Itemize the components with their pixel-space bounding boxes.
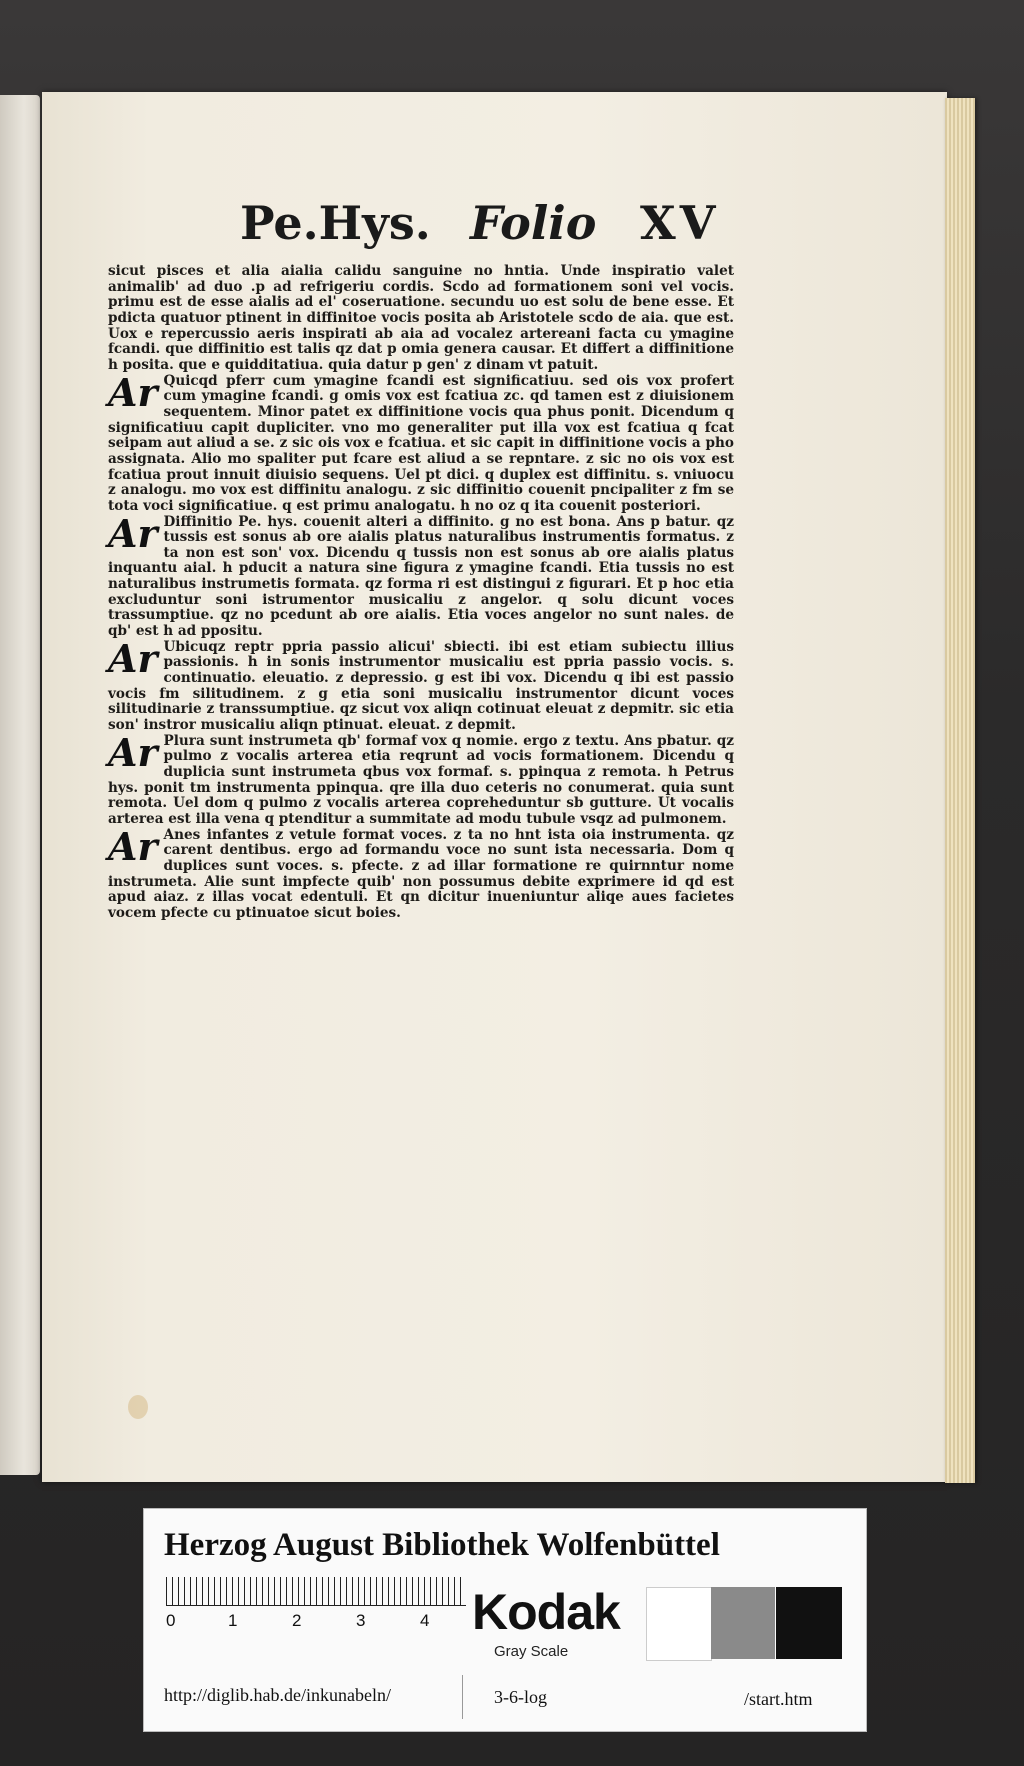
white-swatch	[646, 1587, 712, 1661]
page-stack-edge	[945, 98, 975, 1483]
paragraph	[108, 510, 734, 640]
folio-number: XV	[640, 196, 720, 250]
kodak-logo: Kodak	[472, 1584, 620, 1640]
ruler-number: 2	[292, 1611, 302, 1630]
item-code: 3-6-log	[494, 1687, 547, 1707]
ruler-number: 0	[166, 1611, 176, 1630]
gray-scale-label: Gray Scale	[494, 1643, 569, 1660]
paragraph-initial: Ar	[108, 510, 158, 556]
paragraph-text: Ubicuqz reptr ppria passio alicui' sbiecti. ibi est etiam subiectu illius passionis. h in sonis instrumentor musicaliu est ppria passio vocis. s. continuatio. eleuatio. z depressio. g est ibi vox. Dicendu q ibi est passio vocis fm silitudinem. z g etia soni musicaliu instrumentor dicunt voces silitudinarie z transsumptiue. qz sicut vox aliqn cotinuat eleuat z depmitr. sic etia son' instror musicaliu aliqn ptinuat. eleuat. z depmit.	[108, 638, 734, 734]
ruler-number: 3	[356, 1611, 366, 1630]
paragraph-initial: Ar	[108, 369, 158, 415]
scale-ruler	[166, 1577, 466, 1637]
paragraph-text: sicut pisces et alia aialia calidu sanguine no hntia. Unde inspiratio valet animalib' ad duo .p ad refrigeriu cordis. Scdo ad formationem soni vel vocis. primu est de esse aialis ad el' coseruatione. secundu uo est solu de bene esse. Et pdicta quatuor ptinent in diffinitoe vocis posita ab Aristotele scdo de aia. que est. Uox e repercussio aeris inspirati ab aia ad vocalez artereani facta cu ymagine fcandi. que diffinitio est talis qz dat p omia genera causar. Et differt a diffinitione h posita. que e quidditatiua. quia datur p gen' z dinam vt patuit.	[108, 263, 734, 373]
paragraph-text: Quicqd pferr cum ymagine fcandi est significatiuu. sed ois vox profert cum ymagine fcandi. g omis vox est fcatiua zc. qd tamen est z diuisionem sequentem. Minor patet ex diffinitione vocis qua phus ponit. Dicendum q significatiuu capit dupliciter. vno mo generaliter put illa vox est fcatiua q fcat seipam aut aliud a se. z sic ois vox e fcatiua. et sic capit in diffinitione vocis a pho assignata. Alio mo spaliter put fcare est aliud a se repntare. z sic no ois vox est fcatiua prout innuit diuisio sequens. Uel pt dici. q duplex est diffinitu. s. vniuocu z analogu. mo vox est diffinitu analogu. z sic diffinitio couenit pncipaliter z fm se tota voci significatiue. q est primu analogatu. h no oz q ita couenit posteriori.	[108, 372, 734, 514]
paragraph-text: Diffinitio Pe. hys. couenit alteri a diffinito. g no est bona. Ans p batur. qz tussis est sonus ab ore aialis platus naturalibus instrumentis formatus. z ta non est son' vox. Dicendu q tussis non est sonus ab ore aialis platus inquantu aial. h pducit a natura sine figura z ymagine fcandi. Etia tussis no est naturalibus instrumetis formata. qz forma ri est distingui z figurari. Et p hoc etia excluduntur soni istrumentor musicaliu z angelor. q solu dicunt voces trassumptiue. qz no pcedunt ab ore aialis. Etia voces angelor no sunt nales. de qb' est h ad ppositu.	[108, 513, 734, 640]
paper-stain	[128, 1395, 148, 1419]
paragraph-text: Plura sunt instrumeta qb' formaf vox q nomie. ergo z textu. Ans pbatur. qz pulmo z vocalis arterea etia reqrunt ad vocis formationem. Dicendu q duplicia sunt instrumeta qbus vox formaf. s. ppinqua z remota. h Petrus hys. ponit tm instrumenta ppinqua. qre illa duo ceteris no conumerat. quia sunt remota. Uel dom q pulmo z vocalis arterea copreheduntur sb gutture. Ut vocalis arterea est illa vena q ptenditur a summitate ad modu tubule vsqz ad pulmonem.	[108, 732, 734, 827]
paragraph	[108, 264, 734, 374]
running-title: Pe.Hys.	[240, 196, 431, 250]
paragraph-initial: Ar	[108, 635, 158, 681]
paragraph	[108, 823, 734, 922]
body-text	[108, 264, 734, 1184]
paragraph-initial: Ar	[108, 729, 158, 775]
paragraph-initial: Ar	[108, 823, 158, 869]
ruler-baseline	[166, 1605, 466, 1606]
paragraph	[108, 635, 734, 734]
gray-swatch	[711, 1587, 775, 1659]
source-url: http://diglib.hab.de/inkunabeln/	[164, 1685, 391, 1705]
ruler-number: 1	[228, 1611, 238, 1630]
paragraph	[108, 369, 734, 515]
ruler-number: 4	[420, 1611, 430, 1630]
paragraph-text: Anes infantes z vetule format voces. z ta no hnt ista oia instrumenta. qz carent dentibus. ergo ad formandu voce no sunt ista necessaria. Dom q duplices sunt voces. s. pfecte. z ad illar formatione re quirnntur nome instrumeta. Alie sunt impfecte quib' non possumus debite exprimere id qd est apud aiaz. z illas vocat edentuli. Et qn dicitur inueniuntur aliqe aues facietes vocem pfecte cu ptinuatoe sicut boies.	[108, 826, 734, 921]
paragraph	[108, 729, 734, 828]
color-target-card	[143, 1508, 867, 1732]
black-swatch	[776, 1587, 842, 1659]
folio-label: Folio	[470, 196, 597, 250]
ruler-ticks	[166, 1577, 466, 1605]
divider	[462, 1675, 463, 1719]
facing-page-edge	[0, 95, 40, 1475]
url-suffix: /start.htm	[744, 1689, 813, 1709]
page-header	[240, 196, 740, 256]
library-name: Herzog August Bibliothek Wolfenbüttel	[164, 1527, 720, 1563]
